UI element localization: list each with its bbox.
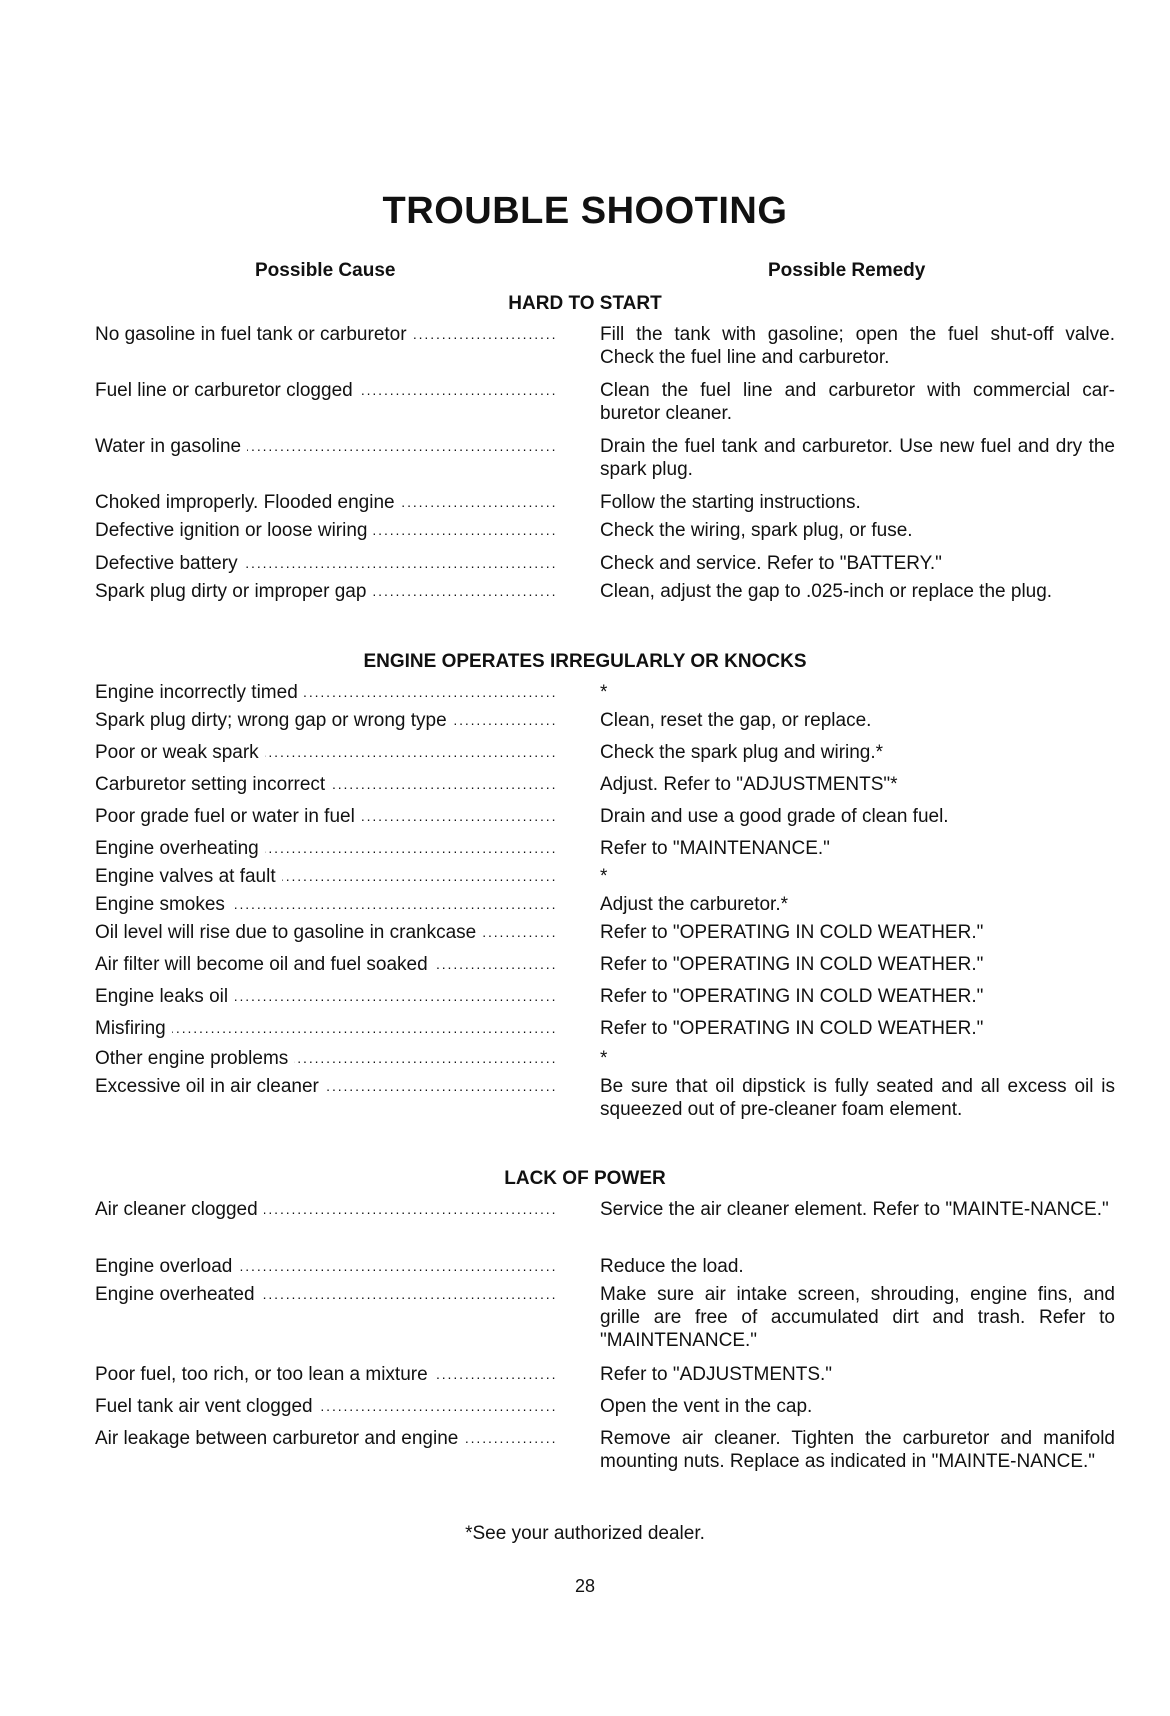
cause-text: Oil level will rise due to gasoline in crankcase . . . <box>95 921 565 944</box>
remedy-text: Clean the fuel line and carburetor with commercial car-buretor cleaner. <box>600 380 1115 424</box>
remedy-column-header: Possible Remedy <box>768 260 926 281</box>
section-title-engine-operates-irregularly: ENGINE OPERATES IRREGULARLY OR KNOCKS <box>363 651 807 672</box>
remedy-text: Fill the tank with gasoline; open the fuel shut-off valve. Check the fuel line and carburetor. <box>600 324 1115 368</box>
remedy-text: Adjust the carburetor.* <box>600 894 788 915</box>
cause-text: Engine smokes . . . <box>95 893 565 916</box>
cause-text: Spark plug dirty or improper gap . . . <box>95 580 565 603</box>
remedy-text: Drain the fuel tank and carburetor. Use new fuel and dry the spark plug. <box>600 436 1115 480</box>
cause-text: Fuel tank air vent clogged . . . <box>95 1395 565 1418</box>
cause-text: Other engine problems . . . <box>95 1047 565 1070</box>
cause-column-header: Possible Cause <box>255 260 396 281</box>
remedy-text: Follow the starting instructions. <box>600 492 861 513</box>
remedy-text: Remove air cleaner. Tighten the carburetor and manifold mounting nuts. Replace as indicated in "MAINTE-NANCE." <box>600 1428 1115 1472</box>
cause-text: Poor or weak spark . . . <box>95 741 565 764</box>
cause-text: Misfiring . . . <box>95 1017 565 1040</box>
remedy-text: Check and service. Refer to "BATTERY." <box>600 553 942 574</box>
remedy-text: Service the air cleaner element. Refer to "MAINTE-NANCE." <box>600 1199 1109 1220</box>
remedy-text: Refer to "OPERATING IN COLD WEATHER." <box>600 954 984 975</box>
remedy-text: Adjust. Refer to "ADJUSTMENTS"* <box>600 774 898 795</box>
page-title: TROUBLE SHOOTING <box>382 190 788 232</box>
remedy-text: Reduce the load. <box>600 1256 744 1277</box>
cause-text: Defective battery . . . <box>95 552 565 575</box>
cause-text: Choked improperly. Flooded engine . . . <box>95 491 565 514</box>
cause-text: Engine overheating . . . <box>95 837 565 860</box>
remedy-text: Refer to "OPERATING IN COLD WEATHER." <box>600 922 984 943</box>
remedy-text: Refer to "MAINTENANCE." <box>600 838 830 859</box>
remedy-text: * <box>600 866 608 887</box>
remedy-text: Drain and use a good grade of clean fuel. <box>600 806 949 827</box>
cause-text: No gasoline in fuel tank or carburetor . . . <box>95 323 565 346</box>
cause-text: Engine valves at fault . . . <box>95 865 565 888</box>
cause-text: Air filter will become oil and fuel soaked . . . <box>95 953 565 976</box>
remedy-text: * <box>600 682 608 703</box>
remedy-text: Refer to "OPERATING IN COLD WEATHER." <box>600 1018 984 1039</box>
cause-text: Engine overload . . . <box>95 1255 565 1278</box>
cause-text: Engine incorrectly timed . . . <box>95 681 565 704</box>
remedy-text: Clean, reset the gap, or replace. <box>600 710 872 731</box>
cause-text: Poor fuel, too rich, or too lean a mixture . . . <box>95 1363 565 1386</box>
remedy-text: Refer to "ADJUSTMENTS." <box>600 1364 833 1385</box>
section-title-hard-to-start: HARD TO START <box>508 293 662 314</box>
remedy-text: Make sure air intake screen, shrouding, engine fins, and grille are free of accumulated dirt and trash. Refer to "MAINTENANCE." <box>600 1284 1115 1351</box>
remedy-text: * <box>600 1048 608 1069</box>
cause-text: Fuel line or carburetor clogged . . . <box>95 379 565 402</box>
cause-text: Water in gasoline . . . <box>95 435 565 458</box>
cause-text: Poor grade fuel or water in fuel . . . <box>95 805 565 828</box>
cause-text: Carburetor setting incorrect . . . <box>95 773 565 796</box>
remedy-text: Be sure that oil dipstick is fully seated and all excess oil is squeezed out of pre-cleaner foam element. <box>600 1076 1115 1120</box>
remedy-text: Open the vent in the cap. <box>600 1396 813 1417</box>
cause-text: Engine overheated . . . <box>95 1283 565 1306</box>
remedy-text: Check the spark plug and wiring.* <box>600 742 884 763</box>
remedy-text: Check the wiring, spark plug, or fuse. <box>600 520 913 541</box>
remedy-text: Refer to "OPERATING IN COLD WEATHER." <box>600 986 984 1007</box>
cause-text: Spark plug dirty; wrong gap or wrong type . . . <box>95 709 565 732</box>
cause-text: Excessive oil in air cleaner . . . <box>95 1075 565 1098</box>
cause-text: Defective ignition or loose wiring . . . <box>95 519 565 542</box>
cause-text: Engine leaks oil . . . <box>95 985 565 1008</box>
remedy-text: Clean, adjust the gap to .025-inch or replace the plug. <box>600 581 1053 602</box>
cause-text: Air leakage between carburetor and engine . . . <box>95 1427 565 1450</box>
section-title-lack-of-power: LACK OF POWER <box>504 1168 666 1189</box>
cause-text: Air cleaner clogged . . . <box>95 1198 565 1221</box>
page-number: 28 <box>574 1576 596 1596</box>
footnote: *See your authorized dealer. <box>465 1523 705 1544</box>
